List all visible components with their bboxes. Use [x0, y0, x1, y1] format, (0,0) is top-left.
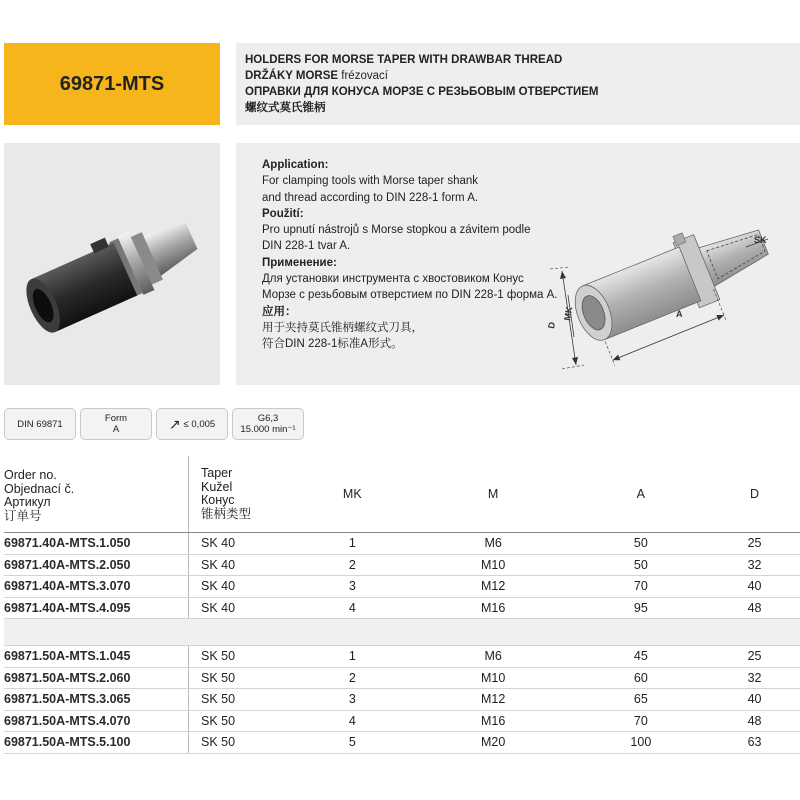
d-cell: 25	[709, 533, 800, 555]
table-row	[4, 576, 800, 598]
application-line-zh-2: 符合DIN 228-1标准A形式。	[262, 338, 403, 351]
taper-header	[189, 456, 292, 533]
mk-cell: 3	[291, 576, 414, 598]
dimension-label-a: A	[676, 309, 683, 319]
application-heading-zh: 应用：	[262, 305, 297, 318]
d-cell: 48	[709, 710, 800, 732]
d-cell: 32	[709, 667, 800, 689]
mk-cell: 1	[291, 646, 414, 668]
taper-cell: SK 40	[189, 533, 292, 555]
table-row	[4, 646, 800, 668]
a-cell: 50	[573, 533, 709, 555]
a-cell: 100	[573, 732, 709, 754]
runout-arrow-icon: ↗	[168, 415, 181, 432]
application-panel	[236, 143, 800, 385]
a-cell: 50	[573, 554, 709, 576]
m-cell: M16	[414, 710, 573, 732]
order-no-cell: 69871.50A-MTS.4.070	[4, 710, 189, 732]
taper-cell: SK 50	[189, 667, 292, 689]
d-header: D	[709, 456, 800, 533]
dimension-label-sk: SK	[754, 235, 767, 245]
m-cell: M12	[414, 576, 573, 598]
a-cell: 95	[573, 597, 709, 619]
balance-badge-line2: 15.000 min⁻¹	[240, 424, 296, 435]
application-heading-ru: Применение:	[262, 256, 337, 269]
taper-header-zh: 锥柄类型	[201, 506, 252, 521]
a-cell: 70	[573, 710, 709, 732]
product-code: 69871-MTS	[59, 72, 165, 95]
application-heading-cz: Použití:	[262, 207, 304, 220]
taper-cell: SK 40	[189, 576, 292, 598]
spec-badges	[0, 408, 800, 444]
table-header-row	[4, 456, 800, 533]
product-photo	[4, 143, 220, 385]
application-text	[262, 157, 558, 353]
application-heading-en: Application:	[262, 159, 329, 171]
taper-cell: SK 40	[189, 554, 292, 576]
application-line-ru-2: Морзе с резьбовым отверстием по DIN 228-1 форма А.	[262, 289, 558, 302]
taper-cell: SK 50	[189, 689, 292, 711]
order-header-en: Order no.	[4, 468, 57, 482]
application-line-ru-1: Для установки инструмента с хвостовиком Конус	[262, 273, 524, 286]
a-cell: 60	[573, 667, 709, 689]
d-cell: 32	[709, 554, 800, 576]
title-czech-light: frézovací	[338, 70, 388, 82]
din-badge-label: DIN 69871	[17, 418, 63, 430]
title-czech	[245, 68, 800, 84]
table-row	[4, 554, 800, 576]
title-box	[236, 43, 800, 125]
mk-cell: 2	[291, 554, 414, 576]
order-no-header	[4, 456, 189, 533]
group-separator	[4, 619, 800, 646]
application-line-zh-1: 用于夹持莫氏锥柄螺纹式刀具，	[262, 321, 423, 334]
table-row	[4, 667, 800, 689]
order-header-ru: Артикул	[4, 495, 51, 509]
application-line-cz-1: Pro upnutí nástrojů s Morse stopkou a závitem podle	[262, 224, 531, 237]
mk-header: MK	[291, 456, 414, 533]
specification-table	[4, 456, 800, 754]
d-cell: 63	[709, 732, 800, 754]
a-cell: 65	[573, 689, 709, 711]
balance-badge-line1: G6,3	[257, 413, 279, 424]
table-row	[4, 533, 800, 555]
tool-holder-illustration	[4, 143, 220, 385]
product-code-box	[4, 43, 220, 125]
title-russian: ОПРАВКИ ДЛЯ КОНУСА МОРЗЕ С РЕЗЬБОВЫМ ОТВЕРСТИЕМ	[245, 86, 599, 98]
order-no-cell: 69871.50A-MTS.3.065	[4, 689, 189, 711]
din-badge	[4, 408, 76, 440]
taper-cell: SK 50	[189, 646, 292, 668]
mk-cell: 2	[291, 667, 414, 689]
title-english: HOLDERS FOR MORSE TAPER WITH DRAWBAR THREAD	[245, 54, 563, 66]
dimension-label-mk: MK	[562, 305, 575, 322]
a-header: A	[573, 456, 709, 533]
runout-badge-label: ≤ 0,005	[183, 418, 216, 430]
balance-badge	[232, 408, 304, 440]
order-no-cell: 69871.50A-MTS.1.045	[4, 646, 189, 668]
taper-cell: SK 40	[189, 597, 292, 619]
d-cell: 48	[709, 597, 800, 619]
table-row	[4, 710, 800, 732]
d-cell: 40	[709, 576, 800, 598]
d-cell: 40	[709, 689, 800, 711]
taper-cell: SK 50	[189, 732, 292, 754]
table-row	[4, 689, 800, 711]
runout-badge	[156, 408, 228, 440]
mk-cell: 3	[291, 689, 414, 711]
order-no-cell: 69871.40A-MTS.1.050	[4, 533, 189, 555]
application-line-en-1: For clamping tools with Morse taper shank	[262, 175, 479, 188]
application-line-cz-2: DIN 228-1 tvar A.	[262, 240, 351, 253]
taper-header-en: Taper	[201, 466, 233, 480]
dimension-label-d: D	[546, 321, 558, 330]
order-header-cz: Objednací č.	[4, 481, 75, 496]
mk-cell: 4	[291, 710, 414, 732]
d-cell: 25	[709, 646, 800, 668]
title-chinese: 螺纹式莫氏锥柄	[245, 102, 326, 114]
form-badge-line1: Form	[104, 413, 128, 424]
mk-cell: 5	[291, 732, 414, 754]
order-no-cell: 69871.40A-MTS.4.095	[4, 597, 189, 619]
order-no-cell: 69871.50A-MTS.2.060	[4, 667, 189, 689]
order-no-cell: 69871.40A-MTS.2.050	[4, 554, 189, 576]
form-badge-line2: A	[112, 424, 120, 435]
application-line-en-2: and thread according to DIN 228-1 form A.	[262, 191, 479, 204]
order-header-zh: 订单号	[4, 508, 42, 523]
technical-drawing	[540, 143, 800, 385]
separator-cell	[4, 619, 800, 646]
form-badge	[80, 408, 152, 440]
taper-cell: SK 50	[189, 710, 292, 732]
order-no-cell: 69871.50A-MTS.5.100	[4, 732, 189, 754]
mk-cell: 1	[291, 533, 414, 555]
table-row	[4, 597, 800, 619]
m-cell: M10	[414, 554, 573, 576]
a-cell: 45	[573, 646, 709, 668]
title-czech-bold: DRŽÁKY MORSE	[245, 70, 339, 82]
m-cell: M20	[414, 732, 573, 754]
order-no-cell: 69871.40A-MTS.3.070	[4, 576, 189, 598]
m-cell: M6	[414, 646, 573, 668]
table-row	[4, 732, 800, 754]
m-header: M	[414, 456, 573, 533]
m-cell: M10	[414, 667, 573, 689]
taper-header-cz: Kužel	[201, 479, 233, 494]
taper-header-ru: Конус	[201, 493, 235, 507]
mk-cell: 4	[291, 597, 414, 619]
a-cell: 70	[573, 576, 709, 598]
m-cell: M12	[414, 689, 573, 711]
m-cell: M6	[414, 533, 573, 555]
m-cell: M16	[414, 597, 573, 619]
